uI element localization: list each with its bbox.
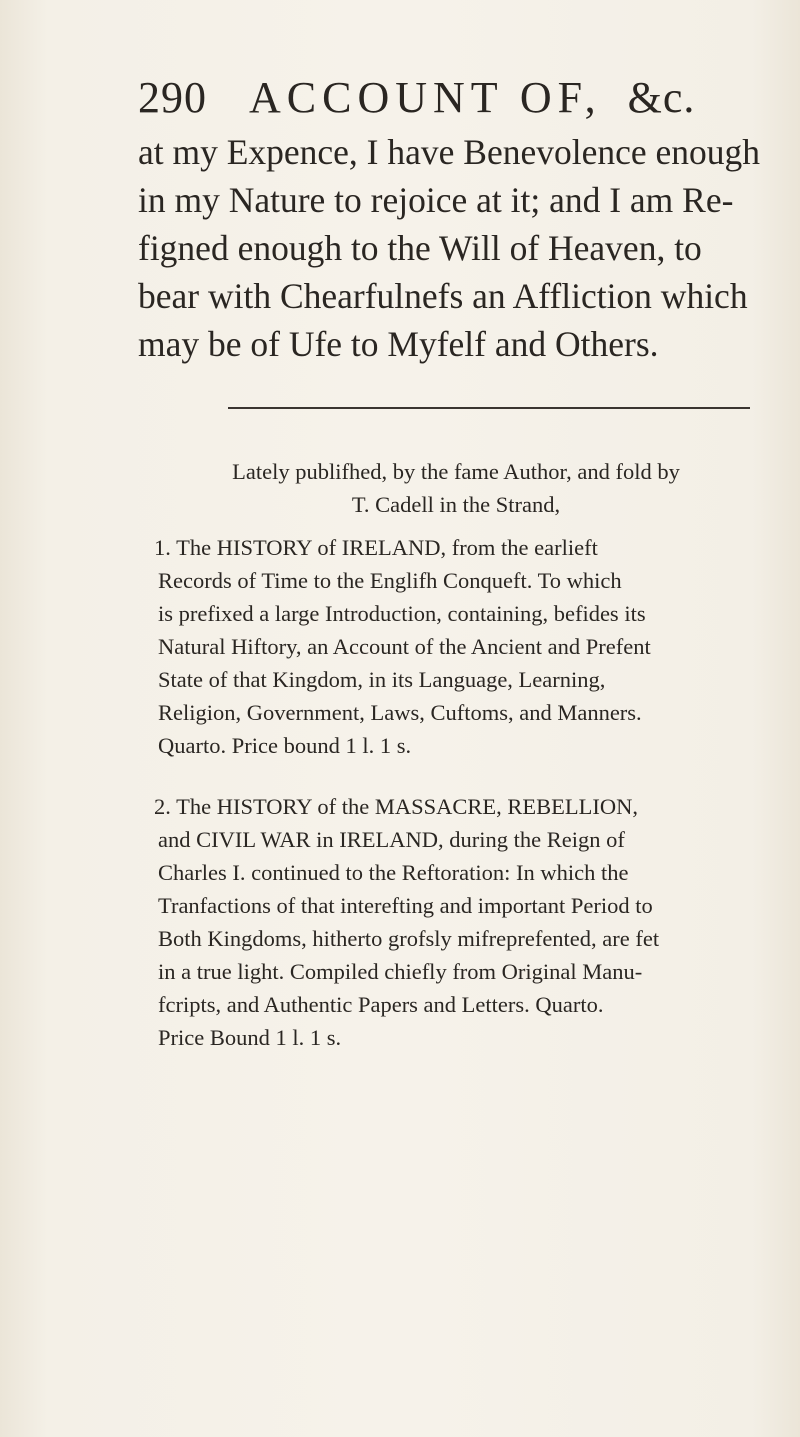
listing-line: State of that Kingdom, in its Language, Learning,: [158, 667, 606, 692]
listing-line: 2. The HISTORY of the MASSACRE, REBELLION,: [154, 794, 638, 819]
listing-line: and CIVIL WAR in IRELAND, during the Reign of: [158, 827, 625, 852]
listing-line: Price Bound 1 l. 1 s.: [158, 1025, 342, 1050]
book-listing-1: [138, 531, 750, 762]
running-head: [138, 72, 738, 123]
listing-line: fcripts, and Authentic Papers and Letters. Quarto.: [158, 992, 604, 1017]
listing-line: Religion, Government, Laws, Cuftoms, and Manners.: [158, 700, 642, 725]
body-paragraph: [138, 128, 760, 368]
body-line: at my Expence, I have Benevolence enough: [138, 132, 760, 172]
body-line: figned enough to the Will of Heaven, to: [138, 228, 702, 268]
listing-line: Quarto. Price bound 1 l. 1 s.: [158, 733, 412, 758]
page-number: 290: [138, 73, 207, 122]
listing-line: Charles I. continued to the Reftoration: In which the: [158, 860, 629, 885]
listing-line: Records of Time to the Englifh Conqueft. To which: [158, 568, 622, 593]
advertisement-intro-line: Lately publifhed, by the fame Author, and fold by: [232, 459, 680, 484]
running-title-etc: &c.: [627, 73, 696, 122]
running-title: ACCOUNT OF,: [249, 73, 602, 122]
advertisement: [138, 455, 750, 1054]
listing-line: 1. The HISTORY of IRELAND, from the earlieft: [154, 535, 598, 560]
book-listing-2: [138, 790, 750, 1054]
listing-line: Natural Hiftory, an Account of the Ancient and Prefent: [158, 634, 651, 659]
advertisement-intro-line: T. Cadell in the Strand,: [351, 492, 561, 517]
listing-line: is prefixed a large Introduction, containing, befides its: [158, 601, 646, 626]
advertisement-intro: [162, 455, 750, 521]
listing-line: Both Kingdoms, hitherto grofsly mifreprefented, are fet: [158, 926, 660, 951]
listing-line: in a true light. Compiled chiefly from Original Manu-: [158, 959, 643, 984]
body-line: may be of Ufe to Myfelf and Others.: [138, 324, 659, 364]
body-line: bear with Chearfulnefs an Affliction which: [138, 276, 748, 316]
section-divider: [228, 407, 750, 409]
listing-line: Tranfactions of that interefting and important Period to: [158, 893, 653, 918]
body-line: in my Nature to rejoice at it; and I am Re-: [138, 180, 734, 220]
